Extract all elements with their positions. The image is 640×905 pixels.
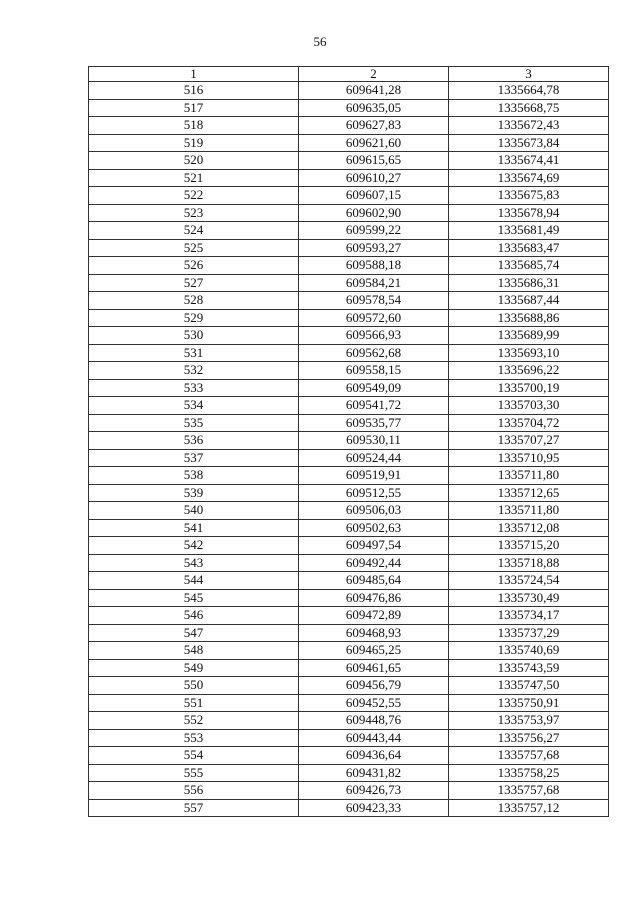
table-row: [89, 764, 609, 782]
cell-x-coordinate: 609506,03: [299, 502, 449, 520]
table-header-row: [89, 67, 609, 82]
cell-y-coordinate: 1335675,83: [449, 187, 609, 205]
table-row: [89, 379, 609, 397]
page-number: 56: [313, 34, 327, 49]
cell-point-number: 533: [89, 379, 299, 397]
table-row: [89, 484, 609, 502]
table-row: [89, 799, 609, 817]
cell-x-coordinate: 609472,89: [299, 607, 449, 625]
table-row: [89, 362, 609, 380]
cell-x-coordinate: 609443,44: [299, 729, 449, 747]
cell-point-number: 528: [89, 292, 299, 310]
cell-point-number: 531: [89, 344, 299, 362]
cell-point-number: 529: [89, 309, 299, 327]
cell-y-coordinate: 1335718,88: [449, 554, 609, 572]
cell-y-coordinate: 1335688,86: [449, 309, 609, 327]
cell-x-coordinate: 609635,05: [299, 99, 449, 117]
table-row: [89, 414, 609, 432]
cell-y-coordinate: 1335674,69: [449, 169, 609, 187]
cell-point-number: 516: [89, 82, 299, 100]
table-row: [89, 187, 609, 205]
cell-y-coordinate: 1335693,10: [449, 344, 609, 362]
table-row: [89, 519, 609, 537]
cell-y-coordinate: 1335758,25: [449, 764, 609, 782]
table-row: [89, 292, 609, 310]
cell-x-coordinate: 609461,65: [299, 659, 449, 677]
cell-point-number: 543: [89, 554, 299, 572]
cell-x-coordinate: 609485,64: [299, 572, 449, 590]
table-row: [89, 607, 609, 625]
cell-y-coordinate: 1335704,72: [449, 414, 609, 432]
cell-y-coordinate: 1335711,80: [449, 467, 609, 485]
cell-x-coordinate: 609524,44: [299, 449, 449, 467]
cell-point-number: 518: [89, 117, 299, 135]
table-row: [89, 169, 609, 187]
cell-point-number: 547: [89, 624, 299, 642]
cell-point-number: 545: [89, 589, 299, 607]
table-row: [89, 712, 609, 730]
cell-x-coordinate: 609448,76: [299, 712, 449, 730]
cell-x-coordinate: 609436,64: [299, 747, 449, 765]
cell-x-coordinate: 609562,68: [299, 344, 449, 362]
cell-point-number: 517: [89, 99, 299, 117]
cell-x-coordinate: 609572,60: [299, 309, 449, 327]
cell-y-coordinate: 1335730,49: [449, 589, 609, 607]
table-row: [89, 204, 609, 222]
cell-x-coordinate: 609468,93: [299, 624, 449, 642]
cell-point-number: 534: [89, 397, 299, 415]
table-row: [89, 782, 609, 800]
cell-x-coordinate: 609541,72: [299, 397, 449, 415]
cell-x-coordinate: 609452,55: [299, 694, 449, 712]
table-row: [89, 327, 609, 345]
cell-point-number: 557: [89, 799, 299, 817]
cell-y-coordinate: 1335707,27: [449, 432, 609, 450]
table-row: [89, 82, 609, 100]
cell-point-number: 553: [89, 729, 299, 747]
cell-y-coordinate: 1335711,80: [449, 502, 609, 520]
cell-point-number: 549: [89, 659, 299, 677]
cell-y-coordinate: 1335710,95: [449, 449, 609, 467]
cell-y-coordinate: 1335683,47: [449, 239, 609, 257]
cell-x-coordinate: 609588,18: [299, 257, 449, 275]
cell-x-coordinate: 609602,90: [299, 204, 449, 222]
cell-x-coordinate: 609593,27: [299, 239, 449, 257]
table-row: [89, 257, 609, 275]
table-row: [89, 344, 609, 362]
cell-x-coordinate: 609535,77: [299, 414, 449, 432]
table-row: [89, 537, 609, 555]
cell-x-coordinate: 609423,33: [299, 799, 449, 817]
table-row: [89, 642, 609, 660]
table-row: [89, 729, 609, 747]
cell-y-coordinate: 1335715,20: [449, 537, 609, 555]
cell-x-coordinate: 609615,65: [299, 152, 449, 170]
table-row: [89, 467, 609, 485]
cell-point-number: 538: [89, 467, 299, 485]
cell-x-coordinate: 609584,21: [299, 274, 449, 292]
cell-y-coordinate: 1335757,12: [449, 799, 609, 817]
cell-x-coordinate: 609621,60: [299, 134, 449, 152]
cell-y-coordinate: 1335757,68: [449, 747, 609, 765]
cell-point-number: 526: [89, 257, 299, 275]
table-row: [89, 99, 609, 117]
cell-point-number: 522: [89, 187, 299, 205]
cell-point-number: 536: [89, 432, 299, 450]
cell-x-coordinate: 609456,79: [299, 677, 449, 695]
table-row: [89, 677, 609, 695]
table-row: [89, 134, 609, 152]
table-row: [89, 239, 609, 257]
cell-y-coordinate: 1335703,30: [449, 397, 609, 415]
cell-y-coordinate: 1335689,99: [449, 327, 609, 345]
cell-point-number: 523: [89, 204, 299, 222]
cell-x-coordinate: 609497,54: [299, 537, 449, 555]
cell-point-number: 548: [89, 642, 299, 660]
cell-y-coordinate: 1335672,43: [449, 117, 609, 135]
cell-point-number: 541: [89, 519, 299, 537]
cell-point-number: 519: [89, 134, 299, 152]
cell-x-coordinate: 609566,93: [299, 327, 449, 345]
cell-x-coordinate: 609431,82: [299, 764, 449, 782]
cell-y-coordinate: 1335668,75: [449, 99, 609, 117]
cell-y-coordinate: 1335712,08: [449, 519, 609, 537]
cell-y-coordinate: 1335685,74: [449, 257, 609, 275]
cell-y-coordinate: 1335743,59: [449, 659, 609, 677]
cell-y-coordinate: 1335724,54: [449, 572, 609, 590]
cell-x-coordinate: 609530,11: [299, 432, 449, 450]
cell-x-coordinate: 609512,55: [299, 484, 449, 502]
column-header-point-number: 1: [89, 67, 299, 82]
column-header-y-coordinate: 3: [449, 67, 609, 82]
cell-y-coordinate: 1335734,17: [449, 607, 609, 625]
cell-y-coordinate: 1335740,69: [449, 642, 609, 660]
table-row: [89, 222, 609, 240]
cell-x-coordinate: 609519,91: [299, 467, 449, 485]
cell-y-coordinate: 1335747,50: [449, 677, 609, 695]
cell-x-coordinate: 609426,73: [299, 782, 449, 800]
table-row: [89, 589, 609, 607]
cell-y-coordinate: 1335753,97: [449, 712, 609, 730]
coordinates-table: [88, 66, 609, 817]
cell-x-coordinate: 609578,54: [299, 292, 449, 310]
cell-y-coordinate: 1335712,65: [449, 484, 609, 502]
cell-x-coordinate: 609476,86: [299, 589, 449, 607]
cell-y-coordinate: 1335681,49: [449, 222, 609, 240]
table-row: [89, 397, 609, 415]
cell-point-number: 544: [89, 572, 299, 590]
cell-point-number: 524: [89, 222, 299, 240]
table-row: [89, 502, 609, 520]
cell-x-coordinate: 609558,15: [299, 362, 449, 380]
cell-point-number: 542: [89, 537, 299, 555]
cell-x-coordinate: 609610,27: [299, 169, 449, 187]
cell-x-coordinate: 609599,22: [299, 222, 449, 240]
cell-point-number: 551: [89, 694, 299, 712]
cell-y-coordinate: 1335673,84: [449, 134, 609, 152]
cell-y-coordinate: 1335686,31: [449, 274, 609, 292]
cell-point-number: 537: [89, 449, 299, 467]
table-row: [89, 624, 609, 642]
cell-point-number: 546: [89, 607, 299, 625]
table-row: [89, 694, 609, 712]
cell-point-number: 539: [89, 484, 299, 502]
cell-point-number: 552: [89, 712, 299, 730]
cell-y-coordinate: 1335700,19: [449, 379, 609, 397]
cell-point-number: 556: [89, 782, 299, 800]
cell-y-coordinate: 1335687,44: [449, 292, 609, 310]
table-row: [89, 152, 609, 170]
cell-x-coordinate: 609492,44: [299, 554, 449, 572]
cell-point-number: 521: [89, 169, 299, 187]
table-row: [89, 554, 609, 572]
cell-x-coordinate: 609549,09: [299, 379, 449, 397]
table-row: [89, 449, 609, 467]
cell-point-number: 555: [89, 764, 299, 782]
cell-point-number: 527: [89, 274, 299, 292]
table-row: [89, 659, 609, 677]
cell-y-coordinate: 1335664,78: [449, 82, 609, 100]
cell-x-coordinate: 609627,83: [299, 117, 449, 135]
cell-x-coordinate: 609641,28: [299, 82, 449, 100]
table-body: [89, 82, 609, 817]
cell-y-coordinate: 1335674,41: [449, 152, 609, 170]
cell-y-coordinate: 1335757,68: [449, 782, 609, 800]
cell-y-coordinate: 1335678,94: [449, 204, 609, 222]
cell-y-coordinate: 1335737,29: [449, 624, 609, 642]
cell-point-number: 535: [89, 414, 299, 432]
cell-point-number: 520: [89, 152, 299, 170]
table-row: [89, 117, 609, 135]
cell-point-number: 532: [89, 362, 299, 380]
cell-point-number: 554: [89, 747, 299, 765]
cell-point-number: 540: [89, 502, 299, 520]
column-header-x-coordinate: 2: [299, 67, 449, 82]
cell-y-coordinate: 1335696,22: [449, 362, 609, 380]
table-row: [89, 572, 609, 590]
table-row: [89, 747, 609, 765]
table-row: [89, 274, 609, 292]
cell-y-coordinate: 1335756,27: [449, 729, 609, 747]
table-row: [89, 432, 609, 450]
cell-x-coordinate: 609465,25: [299, 642, 449, 660]
cell-point-number: 525: [89, 239, 299, 257]
cell-point-number: 530: [89, 327, 299, 345]
table-row: [89, 309, 609, 327]
cell-x-coordinate: 609607,15: [299, 187, 449, 205]
cell-x-coordinate: 609502,63: [299, 519, 449, 537]
cell-y-coordinate: 1335750,91: [449, 694, 609, 712]
cell-point-number: 550: [89, 677, 299, 695]
